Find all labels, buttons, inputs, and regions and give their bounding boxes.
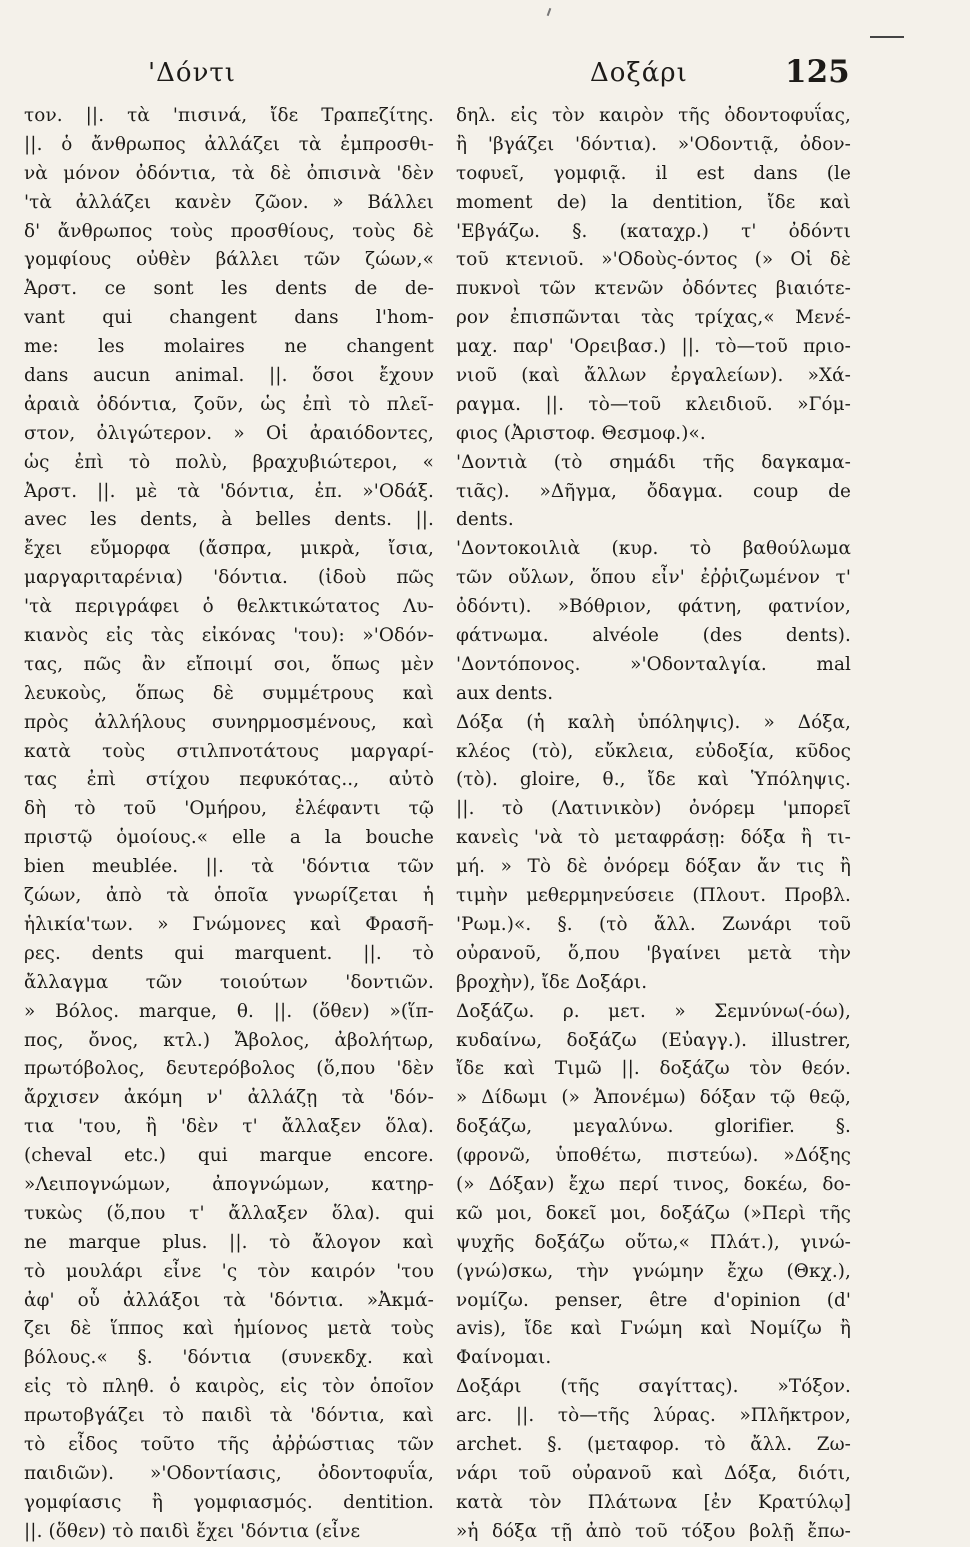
text-line: dans aucun animal. ||. ὅσοι ἔχουν xyxy=(24,365,434,387)
text-line: Φαίνομαι. xyxy=(456,1347,552,1369)
text-line: arc. ||. τὸ—τῆς λύρας. »Πλῆκτρον, xyxy=(456,1405,851,1427)
text-line: 'τὰ ἀλλάζει κανὲν ζῶον. » Βάλλει xyxy=(24,191,434,213)
text-line: ἀφ' οὗ ἀλλάξοι τὰ 'δόντια. »Ἀκμά- xyxy=(24,1289,434,1311)
text-line: (φρονῶ, ὑποθέτω, πιστεύω). »Δόξης xyxy=(456,1145,851,1167)
text-line: ρες. dents qui marquent. ||. τὸ xyxy=(24,942,434,964)
right-column xyxy=(456,102,851,1547)
text-line: πρωτόβολος, δευτερόβολος (ὅ,που 'δὲν xyxy=(24,1058,434,1080)
text-line: vant qui changent dans l'hom- xyxy=(24,307,434,329)
text-line: φάτνωμα. alvéole (des dents). xyxy=(456,625,851,647)
text-line: » Βόλος. marque, θ. ||. (ὅθεν) »(ἵπ- xyxy=(24,1000,434,1022)
text-line: ἄλλαγμα τῶν τοιούτων 'δοντιῶν. xyxy=(24,971,434,993)
text-line: ||. τὸ (Λατινικὸν) ὀνόρεμ 'μπορεῖ xyxy=(456,798,851,820)
text-line: me: les molaires ne changent xyxy=(24,336,434,358)
text-line: νιοῦ (καὶ ἄλλων ἐργαλείων). »Χά- xyxy=(456,365,851,387)
text-line: δηλ. εἰς τὸν καιρὸν τῆς ὀδοντοφυΐας, xyxy=(456,105,851,126)
text-line: μή. » Τὸ δὲ ὀνόρεμ δόξαν ἄν τις ἢ xyxy=(456,856,851,878)
text-line: ρον ἐπισπῶνται τὰς τρίχας,« Μενέ- xyxy=(456,307,851,329)
text-line: νὰ μόνον ὀδόντια, τὰ δὲ ὀπισινὰ 'δὲν xyxy=(24,162,434,184)
text-line: »Λειπογνώμων, ἀπογνώμων, κατηρ- xyxy=(24,1173,434,1195)
text-line: γομφίασις ἢ γομφιασμός. dentition. xyxy=(24,1491,434,1513)
text-line: δοξάζω, μεγαλύνω. glorifier. §. xyxy=(456,1116,851,1138)
text-line: τιμὴν μεθερμηνεύσειε (Πλουτ. Προβλ. xyxy=(456,885,851,907)
text-line: ||. (ὅθεν) τὸ παιδὶ ἔχει 'δόντια (εἶνε xyxy=(24,1520,361,1542)
text-line: οὐρανοῦ, ὅ,που 'βγαίνει μετὰ τὴν xyxy=(456,942,851,964)
text-line: Δοξάρι (τῆς σαγίττας). »Τόξον. xyxy=(456,1376,851,1398)
text-line: ἢ 'βγάζει 'δόντια). »'Οδοντιᾷ, ὀδον- xyxy=(456,133,851,155)
text-line: ἡλικία'των. » Γνώμονες καὶ Φρασῆ- xyxy=(24,913,434,935)
text-line: ||. ὁ ἄνθρωπος ἀλλάζει τὰ ἐμπροσθι- xyxy=(24,133,434,155)
text-line: βροχὴν), ἴδε Δοξάρι. xyxy=(456,971,648,993)
text-line: (τὸ). gloire, θ., ἴδε καὶ Ὑπόληψις. xyxy=(456,769,851,791)
text-line: ne marque plus. ||. τὸ ἄλογον καὶ xyxy=(24,1231,434,1253)
header-last-entry: Δοξάρι xyxy=(590,58,688,88)
text-line: τὸ μουλάρι εἶνε 'ς τὸν καιρόν 'του xyxy=(24,1260,434,1282)
text-line: πρωτοβγάζει τὸ παιδὶ τὰ 'δόντια, καὶ xyxy=(24,1405,434,1427)
text-line: τον. ||. τὰ 'πισινά, ἴδε Τραπεζίτης. xyxy=(24,105,434,126)
text-line: πος, ὄνος, κτλ.) Ἄβολος, ἀβολήτωρ, xyxy=(24,1029,434,1051)
text-line: moment de) la dentition, ἴδε καὶ xyxy=(456,191,851,213)
text-line: δὴ τὸ τοῦ 'Ομήρου, ἐλέφαντι τῷ xyxy=(24,798,434,820)
text-line: κλέος (τὸ), εὔκλεια, εὐδοξία, κῦδος xyxy=(456,740,851,762)
text-line: κατὰ τὸν Πλάτωνα [ἐν Κρατύλῳ] xyxy=(456,1491,851,1513)
text-line: avis), ἴδε καὶ Γνώμη καὶ Νομίζω ἢ xyxy=(456,1318,851,1340)
text-line: avec les dents, à belles dents. ||. xyxy=(24,509,434,531)
text-line: πριστῷ ὁμοίους.« elle a la bouche xyxy=(24,827,434,849)
text-line: 'Ρωμ.)«. §. (τὸ ἄλλ. Ζωνάρι τοῦ xyxy=(456,913,851,935)
text-line: (γνώ)σκω, τὴν γνώμην ἔχω (Θκχ.), xyxy=(456,1260,851,1282)
text-line: Ἀρστ. ce sont les dents de de- xyxy=(24,278,434,300)
text-line: Ἀρστ. ||. μὲ τὰ 'δόντια, ἐπ. »'Οδάξ. xyxy=(24,480,434,502)
text-line: κιανὸς εἰς τὰς εἰκόνας 'του): »'Οδόν- xyxy=(24,625,434,647)
text-line: πρὸς ἀλλήλους συνηρμοσμένους, καὶ xyxy=(24,711,434,733)
text-line: archet. §. (μεταφορ. τὸ ἄλλ. Ζω- xyxy=(456,1433,851,1455)
text-line: 'Δοντοκοιλιὰ (κυρ. τὸ βαθούλωμα xyxy=(456,538,851,560)
text-line: dents. xyxy=(456,509,514,531)
text-line: ραγμα. ||. τὸ—τοῦ κλειδιοῦ. »Γόμ- xyxy=(456,393,851,415)
text-line: εἰς τὸ πληθ. ὁ καιρὸς, εἰς τὸν ὁποῖον xyxy=(24,1376,434,1398)
text-line: λευκοὺς, ὅπως δὲ συμμέτρους καὶ xyxy=(24,682,434,704)
text-line: παιδιῶν). »'Οδοντίασις, ὀδοντοφυΐα, xyxy=(24,1462,434,1484)
header-first-entry: 'Δόντι xyxy=(148,58,236,88)
text-line: τιᾶς). »Δῆγμα, ὄδαγμα. coup de xyxy=(456,480,851,502)
text-line: τοφυεῖ, γομφιᾷ. il est dans (le xyxy=(456,162,851,184)
text-line: 'Δοντιὰ (τὸ σημάδι τῆς δαγκαμα- xyxy=(456,451,851,473)
text-line: aux dents. xyxy=(456,682,554,704)
text-line: 'Εβγάζω. §. (καταχρ.) τ' ὀδόντι xyxy=(456,220,851,242)
text-line: τας ἐπὶ στίχου πεφυκότας.., αὐτὸ xyxy=(24,769,434,791)
text-line: bien meublée. ||. τὰ 'δόντια τῶν xyxy=(24,856,434,878)
text-line: τοῦ κτενιοῦ. »'Οδοὺς-όντος (» Οἱ δὲ xyxy=(456,249,851,271)
text-line: τας, πῶς ἂν εἴποιμί σοι, ὅπως μὲν xyxy=(24,653,434,675)
text-line: ἀραιὰ ὀδόντια, ζοῦν, ὡς ἐπὶ τὸ πλεῖ- xyxy=(24,393,434,415)
text-line: ὀδόντι). »Βόθριον, φάτνη, φατνίον, xyxy=(456,596,851,618)
text-line: ζει δὲ ἵππος καὶ ἡμίονος μετὰ τοὺς xyxy=(24,1318,434,1340)
text-line: ὡς ἐπὶ τὸ πολὺ, βραχυβιώτεροι, « xyxy=(24,451,434,473)
text-line: στον, ὀλιγώτερον. » Οἱ ἀραιόδοντες, xyxy=(24,422,434,444)
text-line: Δόξα (ἡ καλὴ ὑπόληψις). » Δόξα, xyxy=(456,711,851,733)
text-line: » Δίδωμι (» Ἀπονέμω) δόξαν τῷ θεῷ, xyxy=(456,1087,851,1109)
text-line: μαργαριταρένια) 'δόντια. (ἰδοὺ πῶς xyxy=(24,567,434,589)
text-line: (cheval etc.) qui marque encore. xyxy=(24,1145,434,1167)
print-mark xyxy=(870,36,904,38)
text-line: Δοξάζω. ρ. μετ. » Σεμνύνω(-όω), xyxy=(456,1000,851,1022)
text-line: πυκνοὶ τῶν κτενῶν ὀδόντες βιαιότε- xyxy=(456,278,851,300)
running-header xyxy=(0,52,970,102)
print-speck xyxy=(547,8,552,16)
text-line: νομίζω. penser, être d'opinion (d' xyxy=(456,1289,851,1311)
text-line: ἔχει εὔμορφα (ἄσπρα, μικρὰ, ἴσια, xyxy=(24,538,434,560)
text-line: τυκὼς (ὅ,που τ' ἄλλαξεν ὅλα). qui xyxy=(24,1202,434,1224)
text-line: τια 'του, ἢ 'δὲν τ' ἄλλαξεν ὅλα). xyxy=(24,1116,434,1138)
text-line: κῶ μοι, δοκεῖ μοι, δοξάζω (»Περὶ τῆς xyxy=(456,1202,851,1224)
text-line: φιος (Ἀριστοφ. Θεσμοφ.)«. xyxy=(456,422,706,444)
text-line: ἄρχισεν ἀκόμη ν' ἀλλάζῃ τὰ 'δόν- xyxy=(24,1087,434,1109)
text-line: νάρι τοῦ οὐρανοῦ καὶ Δόξα, διότι, xyxy=(456,1462,851,1484)
text-line: κυδαίνω, δοξάζω (Εὐαγγ.). illustrer, xyxy=(456,1029,851,1051)
text-line: ψυχῆς δοξάζω οὕτω,« Πλάτ.), γινώ- xyxy=(456,1231,851,1253)
text-line: γομφίους οὐθὲν βάλλει τῶν ζώων,« xyxy=(24,249,434,271)
text-line: κανεὶς 'νὰ τὸ μεταφράσῃ: δόξα ἢ τι- xyxy=(456,827,851,849)
text-line: κατὰ τοὺς στιλπνοτάτους μαργαρί- xyxy=(24,740,434,762)
text-line: 'τὰ περιγράφει ὁ θελκτικώτατος Λυ- xyxy=(24,596,434,618)
text-line: ζώων, ἀπὸ τὰ ὁποῖα γνωρίζεται ἡ xyxy=(24,885,434,907)
text-line: »ἡ δόξα τῇ ἀπὸ τοῦ τόξου βολῇ ἔπω- xyxy=(456,1520,851,1542)
text-line: ἴδε καὶ Τιμῶ ||. δοξάζω τὸν θεόν. xyxy=(456,1058,851,1080)
page-number: 125 xyxy=(785,54,850,90)
text-line: μαχ. παρ' 'Ορειβασ.) ||. τὸ—τοῦ πριο- xyxy=(456,336,851,358)
text-line: (» Δόξαν) ἔχω περί τινος, δοκέω, δο- xyxy=(456,1173,851,1195)
text-line: 'Δοντόπονος. »'Οδονταλγία. mal xyxy=(456,653,851,675)
text-line: τὸ εἶδος τοῦτο τῆς ἀῤῥώστιας τῶν xyxy=(24,1433,434,1455)
text-line: βόλους.« §. 'δόντια (συνεκδχ. καὶ xyxy=(24,1347,434,1369)
left-column xyxy=(24,102,434,1547)
text-line: δ' ἄνθρωπος τοὺς προσθίους, τοὺς δὲ xyxy=(24,220,434,242)
text-line: τῶν οὔλων, ὅπου εἶν' ἐῤῥιζωμένον τ' xyxy=(456,567,851,589)
